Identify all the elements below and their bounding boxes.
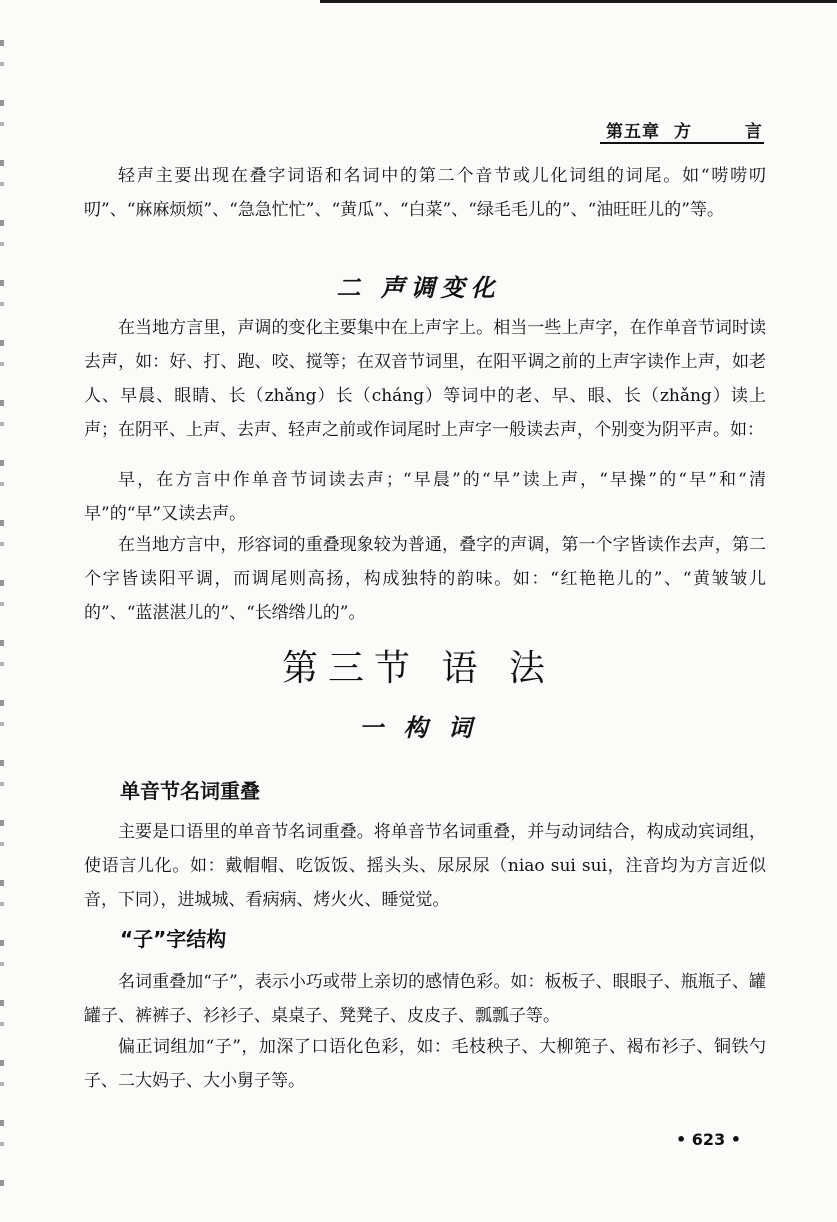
running-header	[606, 117, 786, 142]
subheading-monosyllabic-reduplication: 单音节名词重叠	[120, 779, 260, 803]
chapter-title: 方 言	[674, 122, 786, 142]
header-rule	[600, 142, 764, 144]
paragraph-zao-example: 早，在方言中作单音节词读去声；“早晨”的“早”读上声，“早操”的“早”和“清早”的“早”又读去声。	[84, 470, 766, 524]
page-number: • 623 •	[676, 1130, 741, 1149]
section-title-grammar: 第三节 语 法	[282, 648, 555, 689]
paragraph-zi-reduplication: 名词重叠加“子”，表示小巧或带上亲切的感情色彩。如：板板子、眼眼子、瓶瓶子、罐罐子、裤裤子、衫衫子、桌桌子、凳凳子、皮皮子、瓢瓢子等。	[84, 972, 766, 1026]
paragraph-monosyllabic-reduplication: 主要是口语里的单音节名词重叠。将单音节名词重叠，并与动词结合，构成动宾词组，使语言儿化。如：戴帽帽、吃饭饭、摇头头、尿尿尿（niao sui sui，注音均为方言近似音，下同），进城城、看病病、烤火火、睡觉觉。	[84, 822, 766, 910]
paragraph-adjective-reduplication: 在当地方言中，形容词的重叠现象较为普通，叠字的声调，第一个字皆读作去声，第二个字皆读阳平调，而调尾则高扬，构成独特的韵味。如：“红艳艳儿的”、“黄皱皱儿的”、“蓝湛湛儿的”、“长绺绺儿的”。	[84, 535, 766, 623]
paragraph-tone-change: 在当地方言里，声调的变化主要集中在上声字上。相当一些上声字，在作单音节词时读去声，如：好、打、跑、咬、搅等；在双音节词里，在阳平调之前的上声字读作上声，如老人、早晨、眼睛、长（zhǎng）长（cháng）等词中的老、早、眼、长（zhǎng）读上声；在阴平、上声、去声、轻声之前或作词尾时上声字一般读去声，个别变为阴平声。如：	[84, 318, 766, 440]
scan-binding-shadow	[0, 40, 4, 1200]
paragraph-zi-compound: 偏正词组加“子”，加深了口语化色彩，如：毛枝秧子、大柳篼子、褐布衫子、铜铁勺子、二大妈子、大小舅子等。	[84, 1037, 766, 1091]
heading-word-formation: 一 构 词	[359, 714, 478, 742]
heading-tone-change: 二 声调变化	[336, 274, 501, 302]
paragraph-light-tone: 轻声主要出现在叠字词语和名词中的第二个音节或儿化词组的词尾。如“唠唠叨叨”、“麻麻烦烦”、“急急忙忙”、“黄瓜”、“白菜”、“绿毛毛儿的”、“油旺旺儿的”等。	[84, 166, 766, 220]
subheading-zi-structure: “子”字结构	[120, 927, 227, 951]
scan-border-artifact	[320, 0, 837, 3]
chapter-label: 第五章	[606, 122, 660, 142]
